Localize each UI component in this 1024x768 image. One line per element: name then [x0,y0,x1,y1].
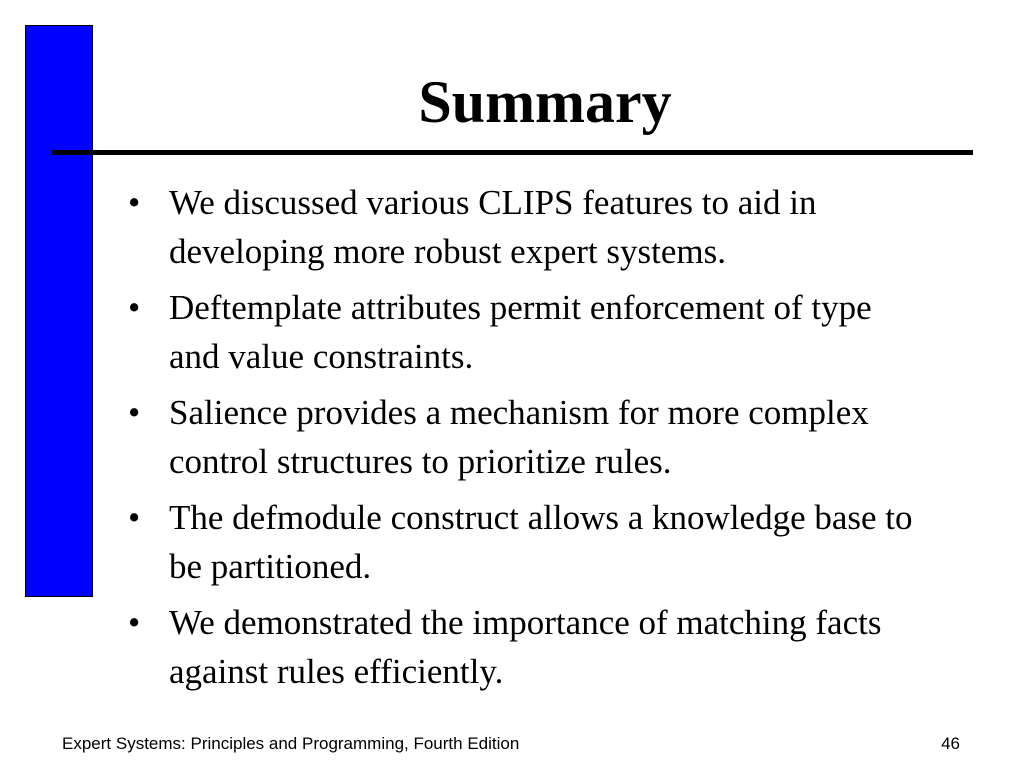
bullet-icon: • [128,288,141,327]
bullet-item [128,283,928,381]
footer-page-number: 46 [941,734,960,753]
footer-book-title: Expert Systems: Principles and Programming, Fourth Edition [62,734,520,753]
bullet-text: The defmodule construct allows a knowledge base to be partitioned. [169,498,913,586]
bullet-item [128,388,928,486]
bullet-item [128,598,928,696]
slide-title: Summary [418,69,672,135]
bullet-item [128,178,928,276]
bullet-text: We demonstrated the importance of matching facts against rules efficiently. [169,603,882,691]
bullet-text: We discussed various CLIPS features to aid in developing more robust expert systems. [169,183,817,271]
bullet-list [128,178,928,703]
bullet-icon: • [128,183,141,222]
bullet-item [128,493,928,591]
blue-accent-bar [25,25,93,597]
bullet-text: Deftemplate attributes permit enforcement of type and value constraints. [169,288,872,376]
bullet-text: Salience provides a mechanism for more complex control structures to prioritize rules. [169,393,869,481]
bullet-icon: • [128,498,141,537]
bullet-icon: • [128,603,141,642]
bullet-icon: • [128,393,141,432]
title-divider [52,150,973,155]
